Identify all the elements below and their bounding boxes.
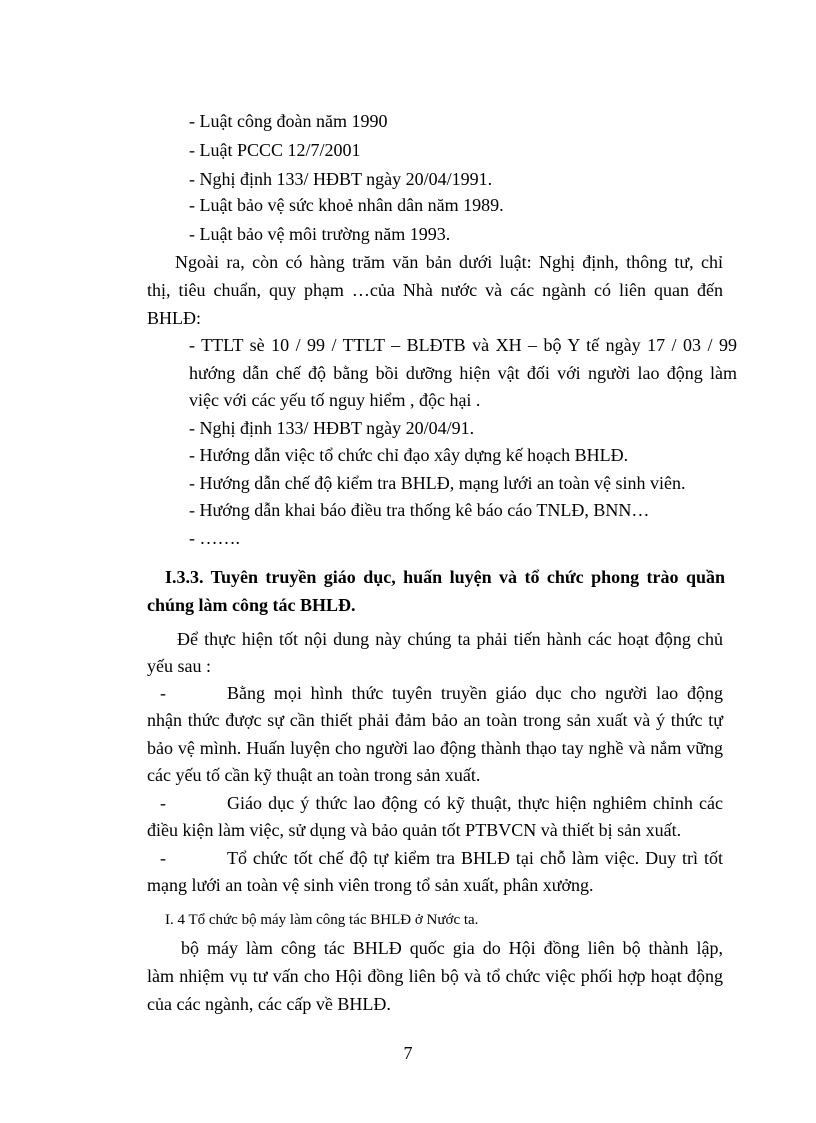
doc-line: - Hướng dẫn khai báo điều tra thống kê báo cáo TNLĐ, BNN… <box>189 500 650 520</box>
bullet-line: Giáo dục ý thức lao động có kỹ thuật, thực hiện nghiêm chỉnh các <box>227 793 723 813</box>
section-heading: chúng làm công tác BHLĐ. <box>147 595 356 615</box>
bullet-line: nhận thức được sự cần thiết phải đảm bảo an toàn trong sản xuất và ý thức tự <box>147 710 723 730</box>
doc-line: việc với các yếu tố nguy hiểm , độc hại . <box>189 390 481 410</box>
bullet-line: Bằng mọi hình thức tuyên truyền giáo dục cho người lao động <box>227 683 723 703</box>
subheading: I. 4 Tổ chức bộ máy làm công tác BHLĐ ở Nước ta. <box>165 912 479 928</box>
law-item: - Luật bảo vệ môi trường năm 1993. <box>189 224 451 244</box>
doc-line: - TTLT sè 10 / 99 / TTLT – BLĐTB và XH – bộ Y tế ngày 17 / 03 / 99 <box>189 335 737 355</box>
law-item: - Luật bảo vệ sức khoẻ nhân dân năm 1989. <box>189 195 504 215</box>
doc-line: - ……. <box>189 528 240 548</box>
page-number: 7 <box>403 1043 413 1063</box>
bullet-line: Tổ chức tốt chế độ tự kiểm tra BHLĐ tại chỗ làm việc. Duy trì tốt <box>227 848 723 868</box>
doc-line: - Hướng dẫn chế độ kiểm tra BHLĐ, mạng lưới an toàn vệ sinh viên. <box>189 473 686 493</box>
bullet-line: bảo vệ mình. Huấn luyện cho người lao động thành thạo tay nghề và nắm vững <box>147 738 723 758</box>
final-line: bộ máy làm công tác BHLĐ quốc gia do Hội đồng liên bộ thành lập, <box>181 938 723 958</box>
section-heading: I.3.3. Tuyên truyền giáo dục, huấn luyện và tổ chức phong trào quần <box>165 567 725 587</box>
section-intro-line: yếu sau : <box>147 656 211 676</box>
law-item: - Luật PCCC 12/7/2001 <box>189 140 361 160</box>
intro-line: thị, tiêu chuẩn, quy phạm …của Nhà nước và các ngành có liên quan đến <box>147 280 723 300</box>
doc-line: - Nghị định 133/ HĐBT ngày 20/04/91. <box>189 418 475 438</box>
bullet-line: mạng lưới an toàn vệ sinh viên trong tổ sản xuất, phân xưởng. <box>147 875 594 895</box>
doc-line: hướng dẫn chế độ bằng bồi dưỡng hiện vật đối với người lao động làm <box>189 363 737 383</box>
section-intro-line: Để thực hiện tốt nội dung này chúng ta phải tiến hành các hoạt động chủ <box>177 629 723 649</box>
law-item: - Nghị định 133/ HĐBT ngày 20/04/1991. <box>189 169 493 189</box>
final-line: làm nhiệm vụ tư vấn cho Hội đồng liên bộ và tổ chức việc phối hợp hoạt động <box>147 966 723 986</box>
doc-line: - Hướng dẫn việc tổ chức chỉ đạo xây dựng kế hoạch BHLĐ. <box>189 445 629 465</box>
bullet-dash: - <box>160 793 166 813</box>
final-line: của các ngành, các cấp về BHLĐ. <box>147 994 391 1014</box>
intro-line: Ngoài ra, còn có hàng trăm văn bản dưới luật: Nghị định, thông tư, chỉ <box>175 252 723 272</box>
bullet-line: điều kiện làm việc, sử dụng và bảo quản tốt PTBVCN và thiết bị sản xuất. <box>147 820 682 840</box>
bullet-dash: - <box>160 848 166 868</box>
bullet-dash: - <box>160 683 166 703</box>
law-item: - Luật công đoàn năm 1990 <box>189 111 388 131</box>
bullet-line: các yếu tố cần kỹ thuật an toàn trong sản xuất. <box>147 765 481 785</box>
intro-line: BHLĐ: <box>147 308 201 328</box>
